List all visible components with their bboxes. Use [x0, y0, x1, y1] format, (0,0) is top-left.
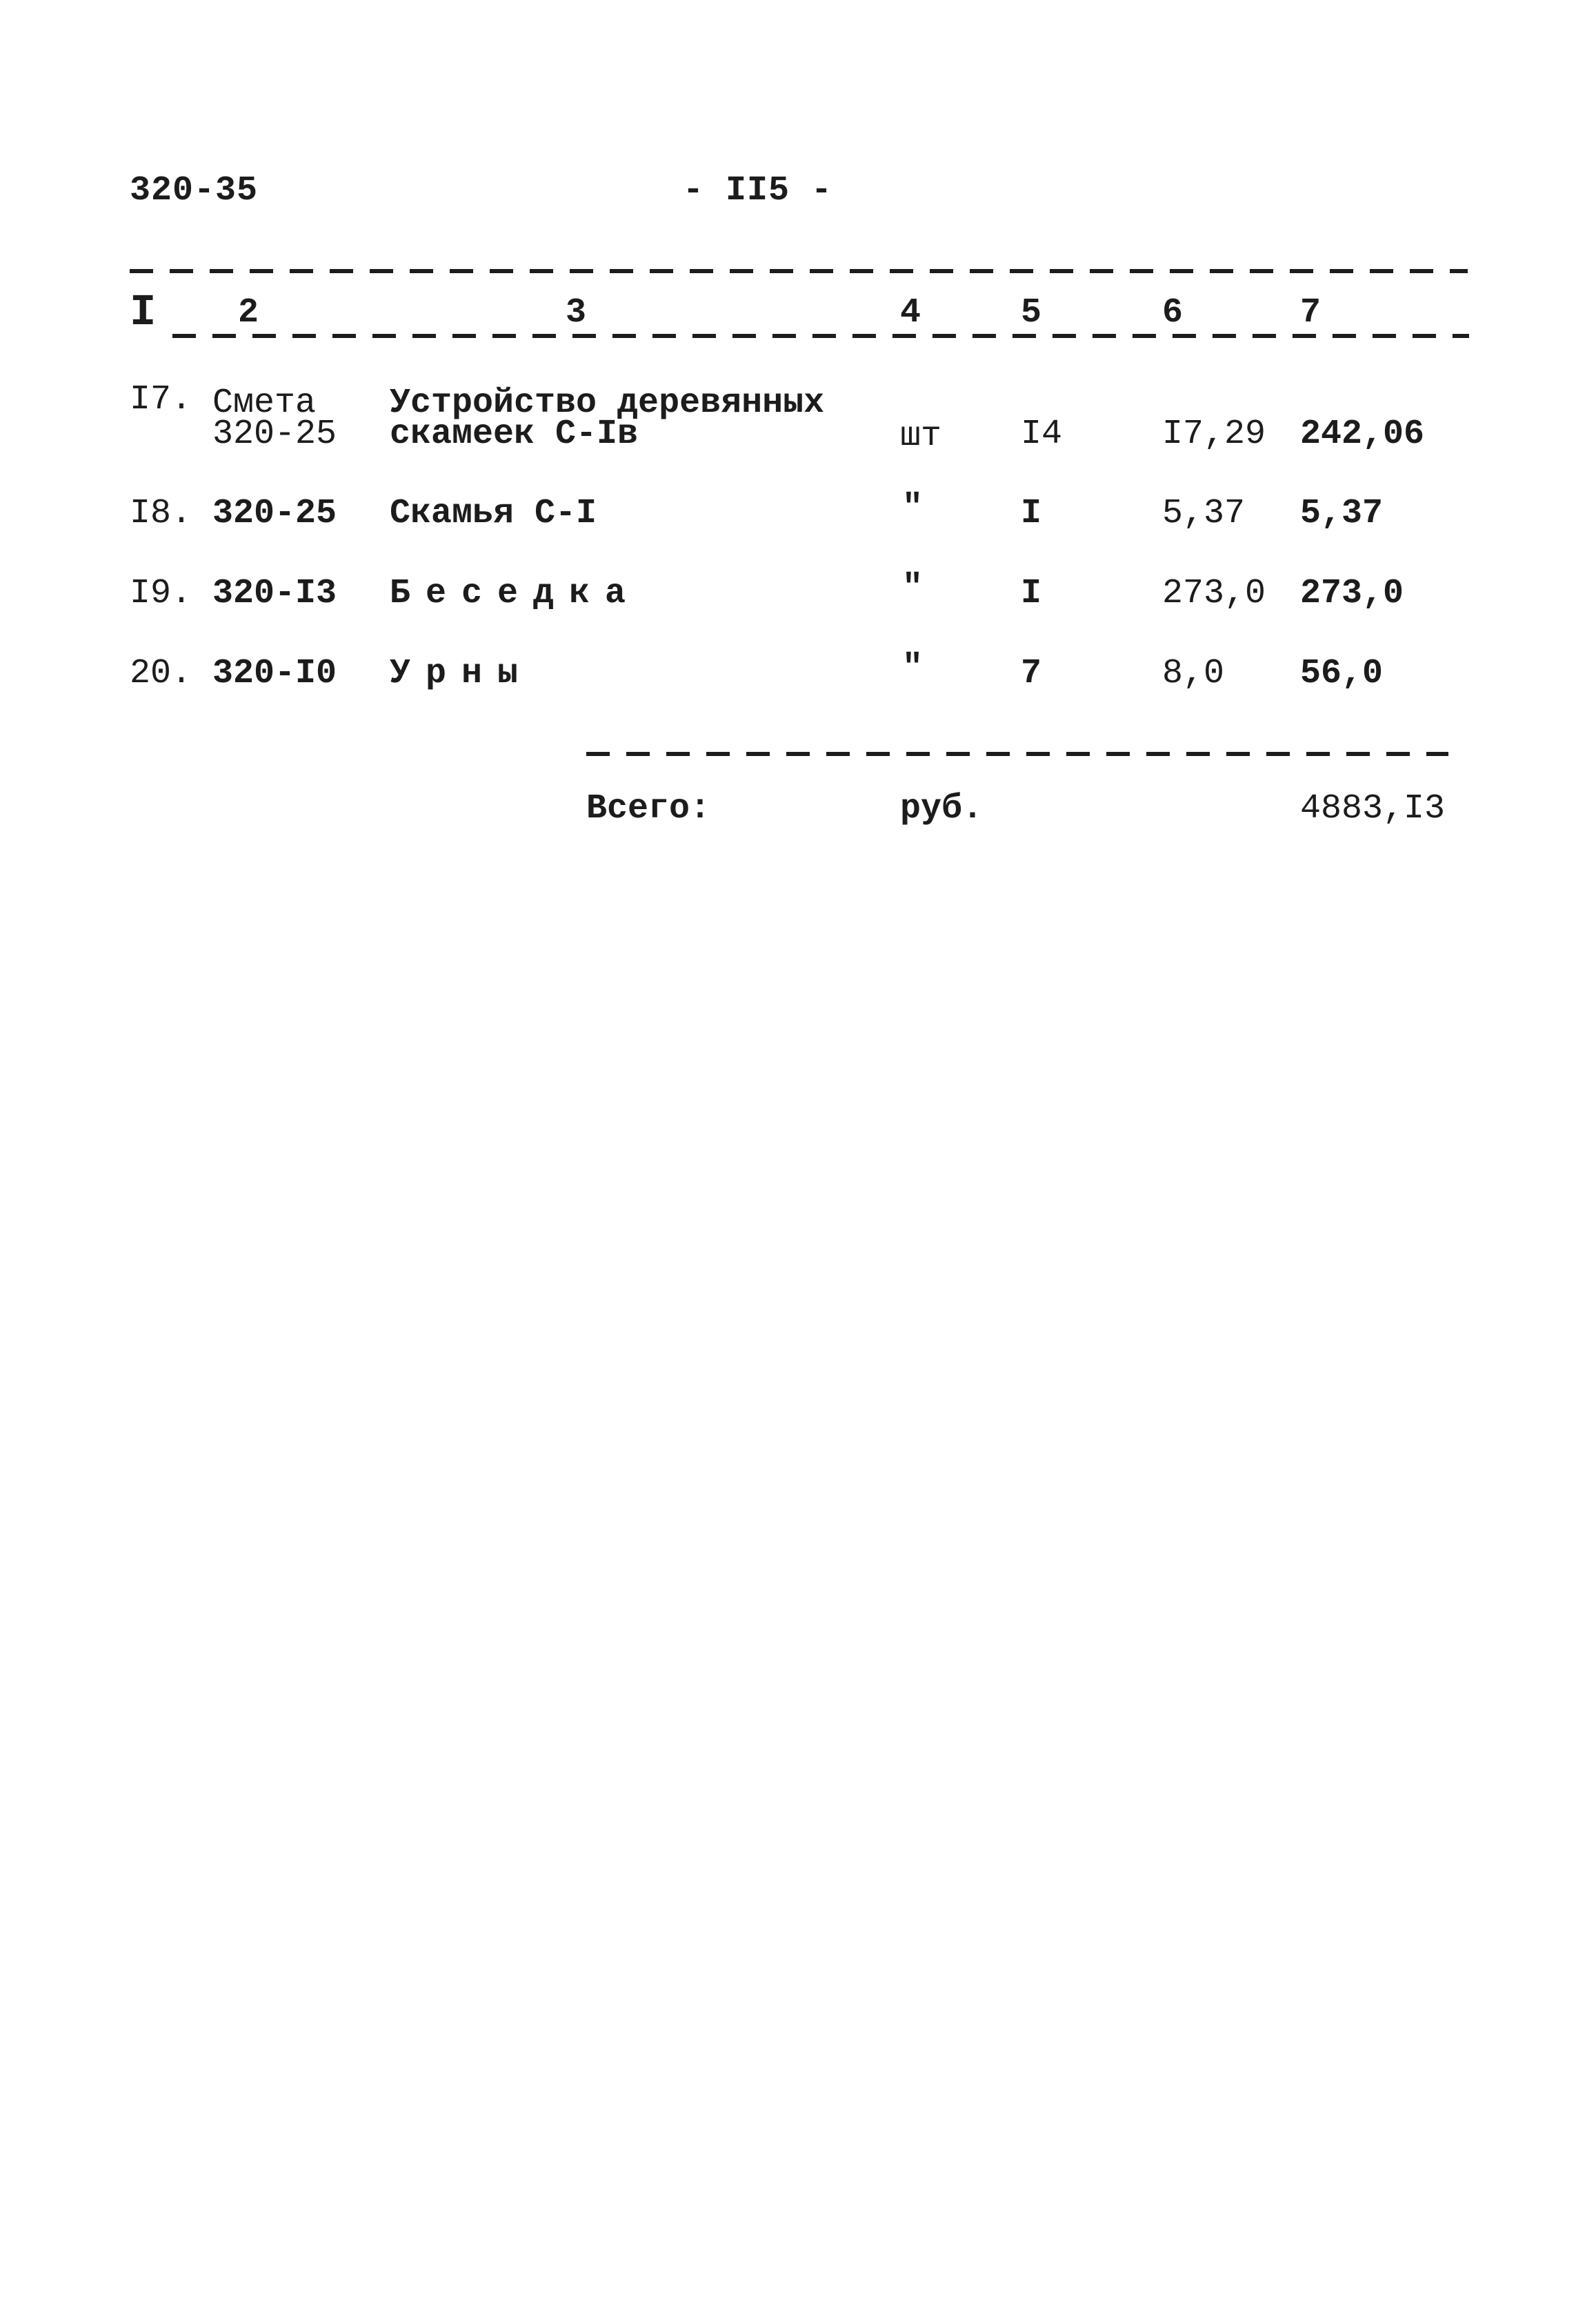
summary-total: 4883,I3 — [1300, 789, 1446, 828]
table-top-rule — [130, 269, 1468, 273]
column-number-2: 2 — [238, 293, 259, 332]
row-unit: " — [902, 568, 924, 608]
row-number: I8. — [130, 494, 192, 533]
row-number: I9. — [130, 574, 192, 613]
column-number-3: 3 — [566, 293, 587, 332]
row-reference: 320-I0 — [212, 654, 337, 693]
column-number-6: 6 — [1162, 293, 1184, 332]
row-reference: 320-25 — [212, 494, 337, 533]
row-total: 242,06 — [1300, 415, 1425, 454]
row-description: Устройство деревянных — [390, 384, 825, 423]
summary-label: Всего: — [586, 789, 711, 828]
row-description: Беседка — [390, 574, 641, 613]
row-reference: 320-25 — [212, 415, 337, 454]
column-number-5: 5 — [1021, 293, 1042, 332]
row-total: 273,0 — [1300, 574, 1404, 613]
summary-unit: руб. — [900, 789, 984, 828]
row-quantity: I4 — [1021, 415, 1063, 454]
row-unit-price: 5,37 — [1162, 494, 1246, 533]
column-number-1: I — [130, 288, 157, 338]
column-number-rule — [172, 334, 1469, 338]
row-number: 20. — [130, 654, 192, 693]
page-number: - II5 - — [683, 171, 833, 210]
row-unit-price: 273,0 — [1162, 574, 1266, 613]
row-unit-price: I7,29 — [1162, 415, 1266, 454]
column-number-7: 7 — [1300, 293, 1321, 332]
row-unit: " — [902, 488, 924, 528]
row-unit-price: 8,0 — [1162, 654, 1225, 693]
row-number: I7. — [130, 380, 192, 419]
row-total: 5,37 — [1300, 494, 1384, 533]
row-description: Скамья С-I — [390, 494, 597, 533]
row-description: Урны — [390, 654, 534, 693]
row-total: 56,0 — [1300, 654, 1384, 693]
document-code: 320-35 — [130, 171, 259, 210]
row-description: скамеек С-Iв — [390, 415, 639, 454]
row-unit: шт — [900, 417, 942, 456]
row-reference: Смета — [212, 384, 317, 423]
row-quantity: 7 — [1021, 654, 1042, 693]
row-unit: " — [902, 648, 924, 688]
row-quantity: I — [1021, 574, 1042, 613]
column-number-4: 4 — [900, 293, 921, 332]
row-reference: 320-I3 — [212, 574, 337, 613]
summary-rule — [586, 752, 1448, 756]
row-quantity: I — [1021, 494, 1042, 533]
